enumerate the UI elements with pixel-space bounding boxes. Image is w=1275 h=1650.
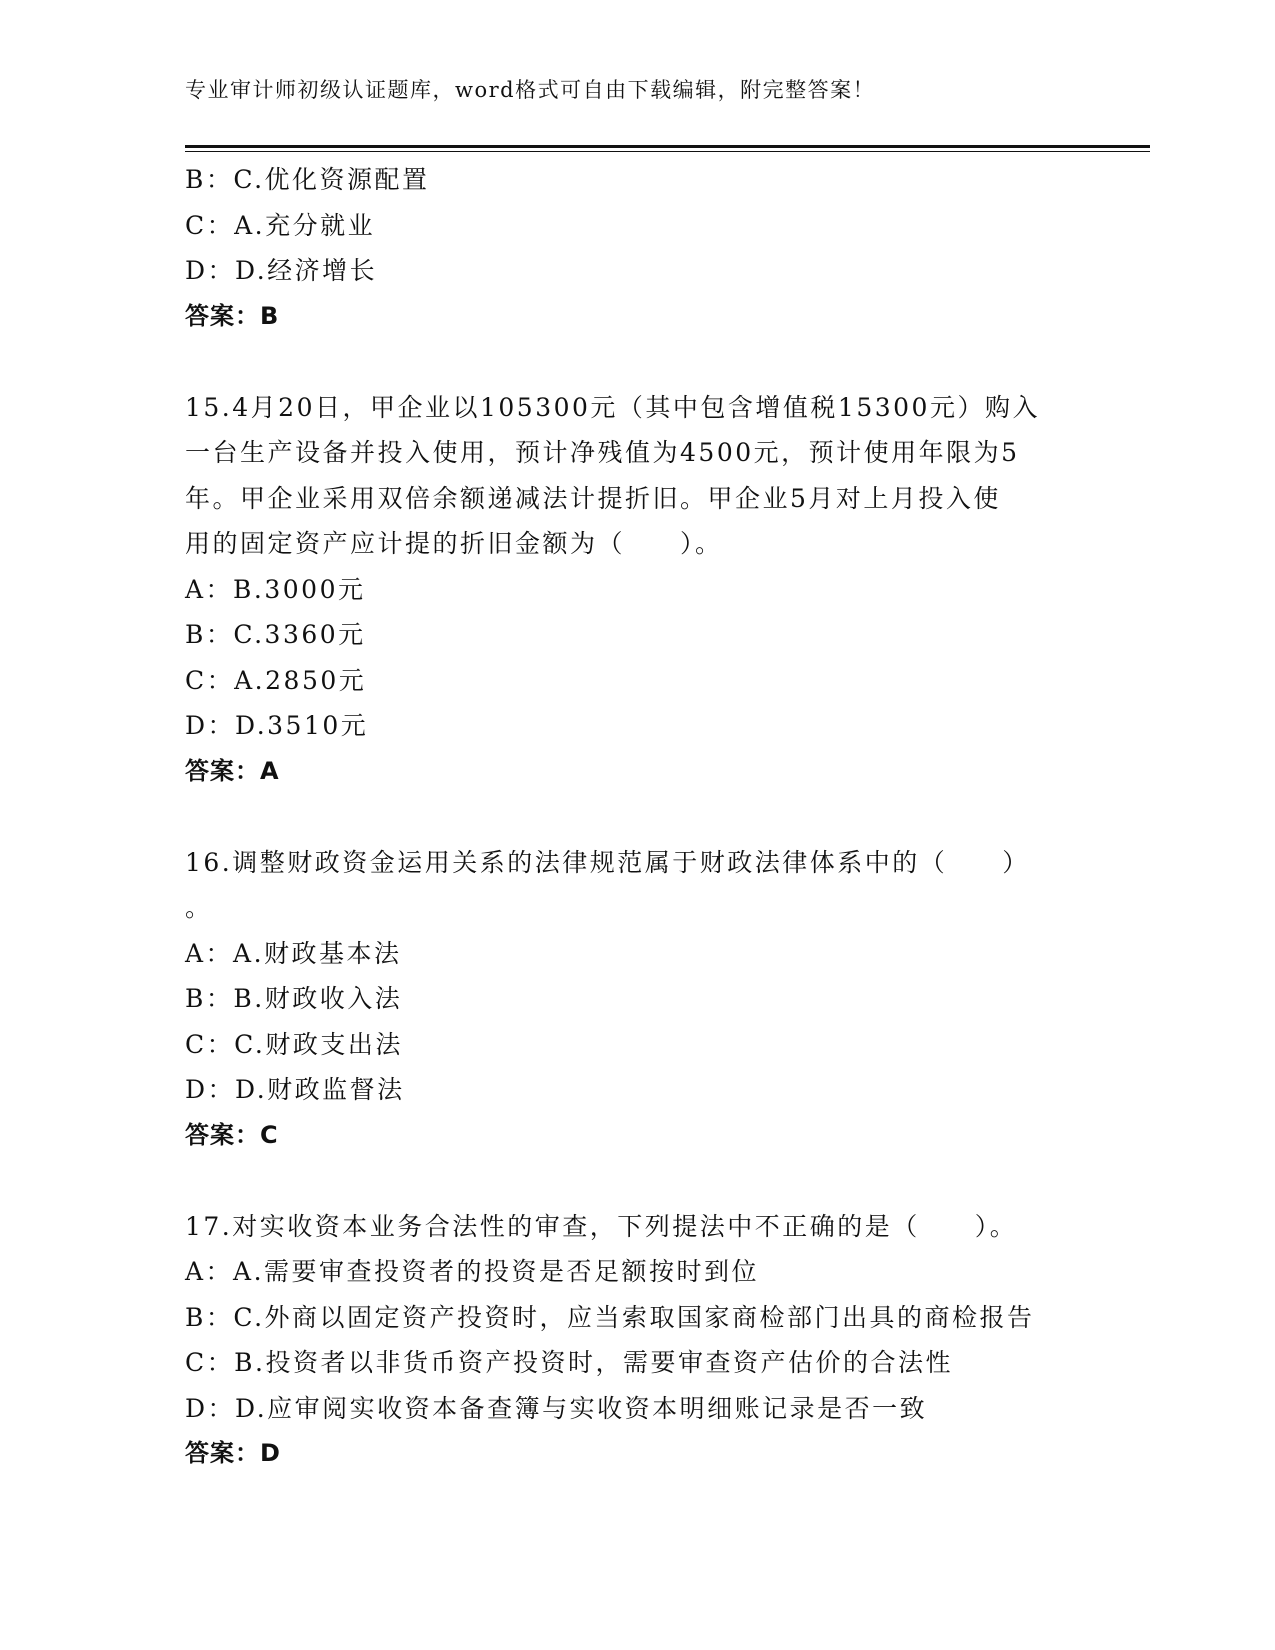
option-line: C：C.财政支出法 — [185, 1029, 403, 1059]
document-body — [185, 157, 1085, 1477]
spacer — [185, 339, 1085, 385]
option-line: C：A.充分就业 — [185, 210, 376, 240]
question-17 — [185, 1204, 1085, 1477]
answer-line: 答案：D — [185, 1439, 281, 1467]
stem-line: 年。甲企业采用双倍余额递减法计提折旧。甲企业5月对上月投入使 — [185, 483, 1001, 513]
option-line: D：D.经济增长 — [185, 256, 378, 285]
option-line: A：A.财政基本法 — [185, 938, 402, 968]
answer-line: 答案：B — [185, 301, 280, 330]
option-line: B：C.外商以固定资产投资时，应当索取国家商检部门出具的商检报告 — [185, 1302, 1035, 1332]
stem-line: 16.调整财政资金运用关系的法律规范属于财政法律体系中的（ ） — [185, 847, 1030, 877]
stem-line: 用的固定资产应计提的折旧金额为（ ）。 — [185, 529, 723, 558]
page-header: 专业审计师初级认证题库，word格式可自由下载编辑，附完整答案！ — [185, 78, 876, 102]
answer-line: 答案：C — [185, 1120, 279, 1149]
question-16 — [185, 840, 1085, 1159]
option-line: D：D.财政监督法 — [185, 1075, 405, 1104]
stem-line: 17.对实收资本业务合法性的审查，下列提法中不正确的是（ ）。 — [185, 1211, 1018, 1241]
option-line: B：C.优化资源配置 — [185, 165, 430, 194]
carryover-block — [185, 157, 1085, 339]
option-line: D：D.3510元 — [185, 711, 369, 740]
option-line: B：C.3360元 — [185, 620, 366, 649]
question-stem — [185, 1204, 1085, 1250]
option-line: C：B.投资者以非货币资产投资时，需要审查资产估价的合法性 — [185, 1348, 953, 1377]
stem-line: 15.4月20日，甲企业以105300元（其中包含增值税15300元）购入 — [185, 392, 1040, 422]
question-stem — [185, 840, 1085, 931]
question-15 — [185, 385, 1085, 795]
answer-line: 答案：A — [185, 756, 280, 785]
option-line: A：A.需要审查投资者的投资是否足额按时到位 — [185, 1257, 760, 1286]
option-line: B：B.财政收入法 — [185, 984, 403, 1013]
header-rule-thick — [185, 145, 1150, 148]
stem-line: 一台生产设备并投入使用，预计净残值为4500元，预计使用年限为5 — [185, 438, 1020, 467]
header-rule-thin — [185, 151, 1150, 152]
option-line: C：A.2850元 — [185, 665, 367, 695]
spacer — [185, 1158, 1085, 1204]
question-stem — [185, 385, 1085, 567]
stem-line: 。 — [185, 893, 213, 922]
option-line: A：B.3000元 — [185, 574, 366, 604]
spacer — [185, 794, 1085, 840]
option-line: D：D.应审阅实收资本备查簿与实收资本明细账记录是否一致 — [185, 1393, 928, 1423]
